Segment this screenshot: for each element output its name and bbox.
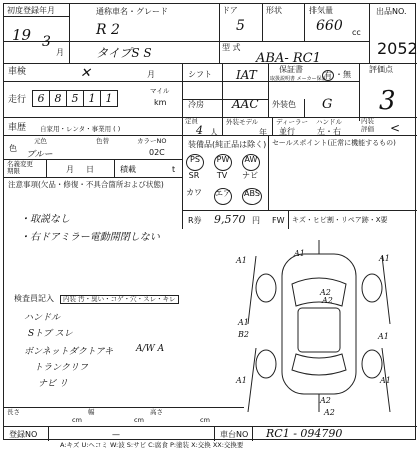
model-name: R 2 (96, 22, 120, 38)
capacity-value: 4 (196, 124, 203, 137)
mileage-digit: 1 (84, 90, 101, 107)
reg-year: 19 (12, 26, 32, 44)
inspector-line: Sトブ スレ (28, 329, 73, 339)
inspector-note-aw: A/W A (136, 344, 165, 354)
auction-sheet (3, 3, 416, 440)
displacement-value: 660 (316, 18, 343, 34)
mileage-digit: 8 (50, 90, 67, 107)
fw-text: キズ・ヒビ割・リペア跡・X要 (292, 216, 388, 224)
load-label: 積載 (120, 165, 136, 174)
recycle-label: R券 (188, 216, 202, 225)
equip-item-ps: PS (186, 154, 204, 171)
type-label: 型 式 (222, 43, 241, 52)
inspector-line: ナビ リ (38, 379, 68, 389)
color-handwritten: ブルー (26, 150, 53, 160)
usage-options: 自家用・レンタ・事業用 ( ) (40, 125, 121, 133)
equipment-label: 装備品(純正品は除く) (188, 140, 267, 149)
inspector-line: ハンドル (24, 313, 61, 323)
fw-label: FW (272, 216, 285, 225)
cc-unit: cc (352, 28, 361, 37)
note-line: ・右ドアミラー電動開閉しない (20, 232, 160, 243)
type-value: ABA- RC1 (256, 51, 321, 66)
handle-value: 左・右 (317, 127, 341, 136)
equip-item-abs: ABS (242, 188, 262, 205)
equip-item-sr: SR (188, 171, 200, 180)
repaint-label: 色替 (96, 137, 109, 145)
usage-label: 車歴 (8, 123, 27, 133)
lot-label: 出品NO. (376, 7, 407, 16)
inspector-line: ボンネットダクトアキ (24, 347, 114, 357)
width-label: 幅 (88, 408, 95, 416)
equip-item-kawa: カワ (186, 188, 202, 197)
damage-label: A1 (379, 254, 390, 263)
name-change-label: 名義変更期限 (7, 160, 33, 175)
color-label: 外装色 (272, 100, 296, 109)
reg-no-dash: — (112, 430, 120, 439)
reg-no-label: 登録NO (9, 430, 38, 439)
damage-label: A2 (320, 396, 331, 405)
equip-item-air: エア (214, 188, 232, 205)
score-value: 3 (379, 86, 396, 116)
mileage-digit: 5 (67, 90, 84, 107)
year-unit: 年 (259, 128, 267, 137)
equip-item-pw: PW (214, 154, 232, 171)
inspection-month-unit: 月 (147, 70, 155, 79)
name-change-day: 日 (86, 165, 94, 174)
shape-label: 形状 (266, 6, 282, 15)
name-change-month: 月 (66, 165, 74, 174)
length-label: 長さ (7, 408, 20, 416)
equipment-grid (186, 154, 270, 205)
mileage-label: 走行 (8, 95, 27, 105)
mileage-digit: 1 (101, 90, 118, 107)
mileage-unit: マイル (150, 87, 170, 95)
inspection-label: 車検 (8, 67, 27, 77)
color-no-label: カラーNO (137, 137, 167, 145)
equip-item-navi: ナビ (242, 171, 258, 180)
color-row-label: 色 (9, 144, 17, 153)
displacement-label: 排気量 (309, 6, 333, 15)
car-damage-diagram (244, 236, 394, 416)
width-cm: cm (134, 416, 144, 424)
length-cm: cm (72, 416, 82, 424)
equip-item-aw: AW (242, 154, 260, 171)
damage-label: A1 (236, 256, 247, 265)
interior-value: < (390, 121, 401, 135)
dealer-value: 並行 (279, 127, 295, 136)
first-reg-label: 初度登録年月 (7, 6, 55, 15)
chassis-value: RC1 - 094790 (266, 427, 343, 440)
damage-label: B2 (238, 330, 249, 339)
reg-month-unit: 月 (56, 48, 64, 57)
equip-item-tv: TV (216, 171, 228, 180)
ac-value: AAC (232, 97, 259, 111)
interior-label: 内装 (361, 117, 374, 125)
height-label: 高さ (150, 408, 163, 416)
doors-label: ドア (222, 6, 238, 15)
warranty-sub: 取扱説明書 メーカー保証 (270, 76, 327, 82)
inspector-options: 内装 汚・臭い・コゲ・穴・スレ・キレ (60, 295, 179, 304)
damage-label: A2 (322, 296, 333, 305)
damage-label: A2 (320, 288, 331, 297)
mileage-digit: 6 (32, 90, 50, 107)
warranty-label: 保証書 (279, 65, 303, 74)
lot-number: 2052 (377, 39, 418, 58)
shift-value: IAT (236, 68, 257, 82)
capacity-label: 定員 (185, 117, 198, 125)
inspector-label: 検査員記入 (14, 294, 54, 303)
grade: タイプS S (96, 46, 152, 60)
model-name-label: 通称車名・グレード (96, 7, 168, 16)
warranty-no: ・無 (335, 70, 351, 79)
damage-label: A2 (324, 408, 335, 417)
notes-label: 注意事項(欠品・修復・不具合箇所および状態) (8, 180, 164, 189)
ac-label: 冷房 (188, 100, 204, 109)
interior-sub: 評価 (361, 125, 374, 133)
inspector-line: トランクリフ (34, 363, 88, 373)
load-t-unit: t (172, 165, 176, 174)
reg-month: 3 (42, 34, 51, 50)
damage-label: A1 (378, 332, 389, 341)
shift-label: シフト (188, 70, 212, 79)
ext-model-label: 外装モデル (226, 118, 259, 126)
original-color-label: 元色 (34, 137, 47, 145)
handle-label: ハンドル (316, 118, 342, 126)
damage-label: A1 (294, 249, 305, 258)
inspection-value: ✕ (80, 66, 91, 81)
damage-label: A1 (380, 376, 391, 385)
damage-legend: A:キズ U:ヘコミ W:波 S:サビ C:腐食 P:塗装 X:交換 XX:交換要 (60, 441, 244, 449)
score-label: 評価点 (369, 65, 393, 74)
damage-label: A1 (236, 376, 247, 385)
height-cm: cm (200, 416, 210, 424)
sales-point-label: セールスポイント(正常に機能するもの) (272, 139, 396, 147)
dealer-label: ディーラー (276, 118, 308, 126)
color-no-value: 02C (149, 148, 165, 157)
damage-label: A1 (238, 318, 249, 327)
warranty-yes: 有 (324, 71, 332, 80)
color-value: G (322, 97, 333, 112)
chassis-label: 車台NO (220, 430, 249, 439)
recycle-unit: 円 (252, 216, 260, 225)
doors-value: 5 (236, 18, 245, 34)
recycle-value: 9,570 (214, 213, 246, 226)
mileage-km: km (154, 98, 167, 107)
note-line: ・取説なし (20, 214, 70, 225)
capacity-unit: 人 (210, 128, 218, 137)
mileage-boxes (32, 90, 118, 107)
